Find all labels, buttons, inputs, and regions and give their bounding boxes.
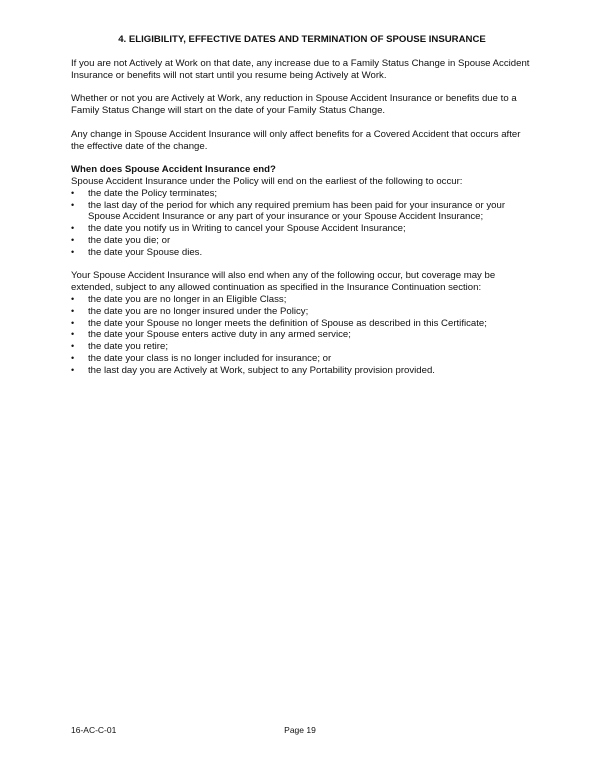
section-title: 4. ELIGIBILITY, EFFECTIVE DATES AND TERMINATION OF SPOUSE INSURANCE [118, 34, 486, 45]
page-content [71, 34, 533, 388]
end-list [71, 188, 533, 259]
end-heading: When does Spouse Accident Insurance end? [71, 164, 276, 176]
list-item: • the date you are no longer insured under the Policy; [71, 306, 533, 318]
list-item: • the date your Spouse dies. [71, 247, 533, 259]
list-item: • the last day of the period for which any required premium has been paid for your insurance or your Spouse Accident Insurance or any part of your insurance or your Spouse Accident Insurance; [71, 200, 533, 224]
paragraph-reduction: Whether or not you are Actively at Work, any reduction in Spouse Accident Insurance or benefits due to a Family Status Change will start on the date of your Family Status Change. [71, 93, 517, 117]
list-item: • the date you are no longer in an Eligible Class; [71, 294, 533, 306]
paragraph-change: Any change in Spouse Accident Insurance will only affect benefits for a Covered Accident that occurs after the effective date of the change. [71, 128, 521, 152]
list-item: • the date you retire; [71, 341, 533, 353]
also-end-intro: Your Spouse Accident Insurance will also end when any of the following occur, but coverage may be extended, subject to any allowed continuation as specified in the Insurance Continuation section: [71, 270, 496, 294]
list-item: • the date you die; or [71, 235, 533, 247]
form-code: 16-AC-C-01 [71, 725, 117, 735]
list-item: • the date you notify us in Writing to cancel your Spouse Accident Insurance; [71, 223, 533, 235]
paragraph-increase: If you are not Actively at Work on that date, any increase due to a Family Status Change in Spouse Accident Insurance or benefits will not start until you resume being Actively at Work. [71, 58, 530, 81]
end-intro: Spouse Accident Insurance under the Policy will end on the earliest of the following to occur: [71, 175, 463, 187]
list-item: • the date your class is no longer included for insurance; or [71, 353, 533, 365]
list-item: • the date the Policy terminates; [71, 188, 533, 200]
page-number: Page 19 [284, 725, 316, 735]
also-end-list [71, 294, 533, 377]
list-item: • the date your Spouse no longer meets the definition of Spouse as described in this Certificate; [71, 318, 533, 330]
list-item: • the date your Spouse enters active duty in any armed service; [71, 329, 533, 341]
list-item: • the last day you are Actively at Work, subject to any Portability provision provided. [71, 365, 533, 377]
